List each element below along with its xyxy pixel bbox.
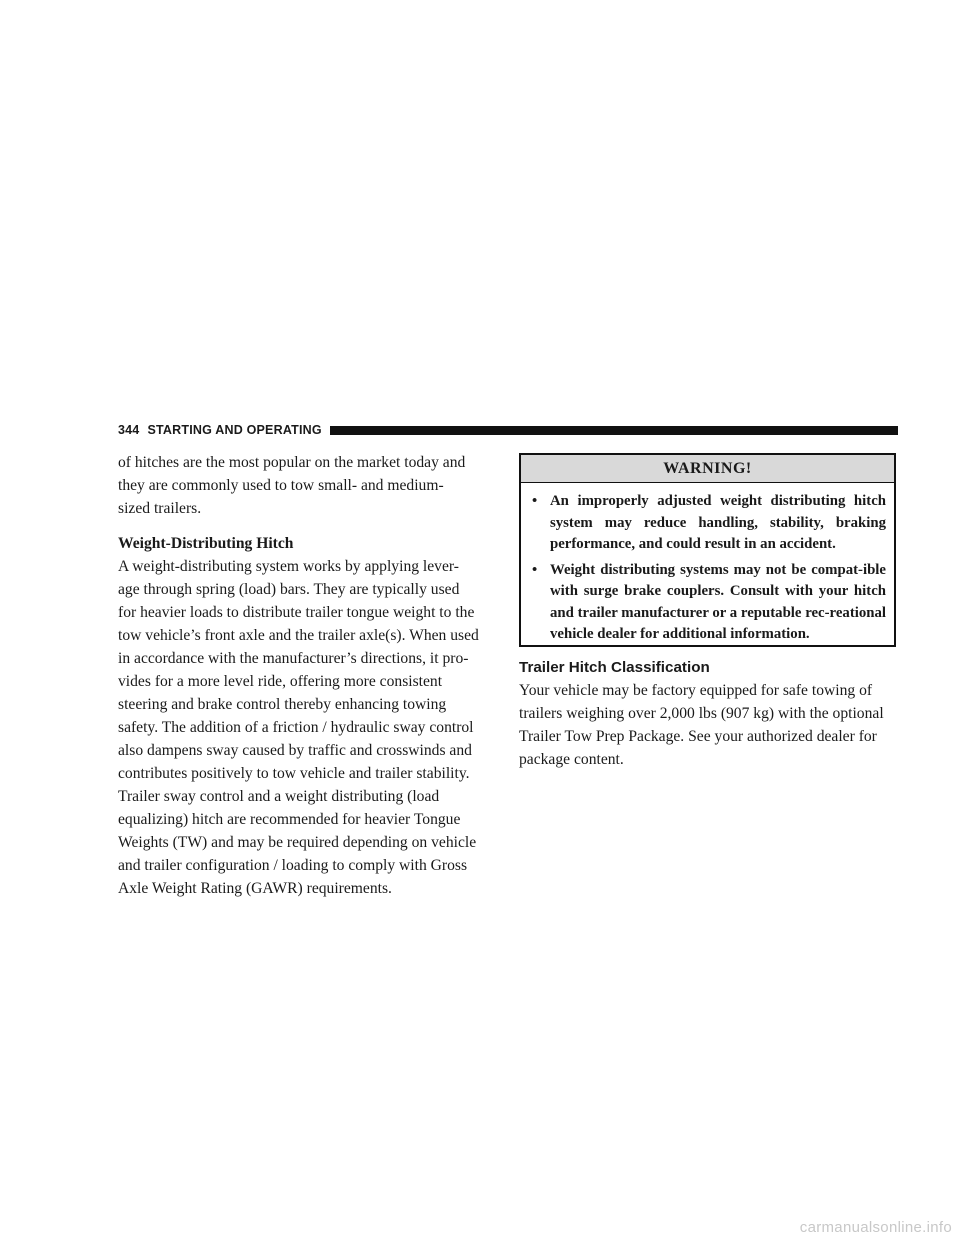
watermark-logo: carmanualsonline.info <box>799 1219 952 1236</box>
right-column <box>519 656 897 771</box>
body-paragraph: A weight-distributing system works by applying lever- age through spring (load) bars. They are typically used for heavier loads to distribute trailer tongue weight to the tow vehicle’s front axle and the trailer axle(s). When used in accordance with the manufacturer’s directions, it pro- vides for a more level ride, offering more consistent steering and brake control thereby enhancing towing safety. The addition of a friction / hydraulic sway control also dampens sway caused by traffic and crosswinds and contributes positively to tow vehicle and trailer stability. Trailer sway control and a weight distributing (load equalizing) hitch are recommended for heavier Tongue Weights (TW) and may be required depending on vehicle and trailer configuration / loading to comply with Gross Axle Weight Rating (GAWR) requirements. <box>118 558 479 897</box>
bullet-icon: • <box>532 493 538 509</box>
warning-item: • Weight distributing systems may not be compat-ible with surge brake couplers. Consult with your hitch and trailer manufacturer or a reputable rec-reational vehicle dealer for additional information. <box>532 561 886 642</box>
page-number: 344 <box>118 423 140 437</box>
page-header <box>118 422 898 438</box>
hitch-classification-paragraph: Your vehicle may be factory equipped for safe towing of trailers weighing over 2,000 lbs (907 kg) with the optional Trailer Tow Prep Package. See your authorized dealer for package content. <box>519 682 884 768</box>
heading-trailer-hitch-classification: Trailer Hitch Classification <box>519 659 710 676</box>
warning-list <box>521 491 894 646</box>
left-column <box>118 451 492 900</box>
bullet-icon: • <box>532 561 538 578</box>
intro-paragraph: of hitches are the most popular on the market today and they are commonly used to tow small- and medium- sized trailers. <box>118 454 466 517</box>
subheading-weight-distributing-hitch: Weight-Distributing Hitch <box>118 535 294 552</box>
warning-item: • An improperly adjusted weight distributing hitch system may reduce handling, stability, braking performance, and could result in an accident. <box>532 493 886 552</box>
warning-box <box>519 453 896 647</box>
header-rule <box>330 426 898 435</box>
warning-title: WARNING! <box>521 455 894 483</box>
section-title: STARTING AND OPERATING <box>147 423 322 437</box>
